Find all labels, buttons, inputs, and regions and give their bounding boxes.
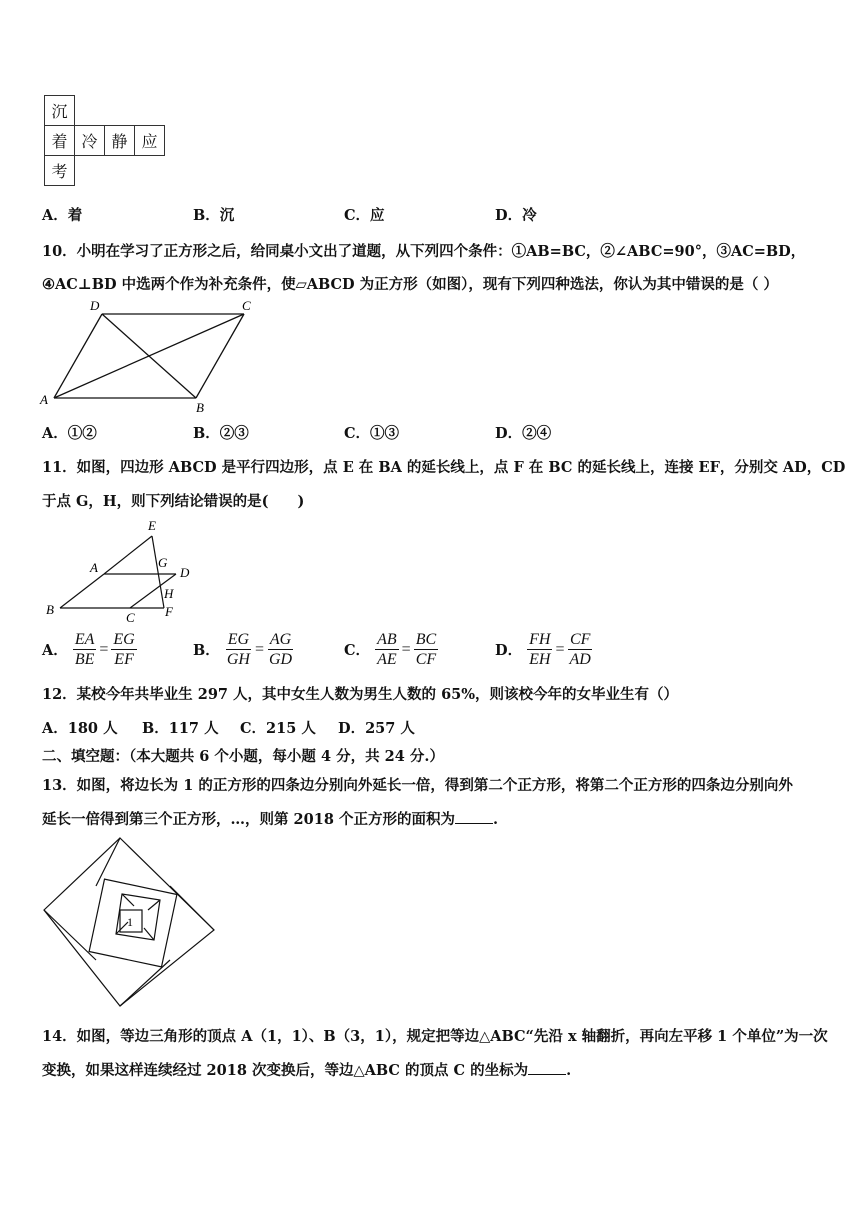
q11-label-h: H — [164, 586, 174, 601]
grid-cell-mid-2: 冷 — [74, 125, 105, 156]
q13-answer-blank[interactable] — [455, 811, 493, 824]
q10-label-d: D — [90, 298, 100, 313]
q11-option-a-fraction-right: $\frac{EG}{EF}$ — [113, 631, 135, 668]
q13-nested-squares-figure — [38, 834, 220, 1012]
q12-text-line1: 12．某校今年共毕业生 297 人，其中女生人数为男生人数的 65%，则该校今年的女毕业生有（） — [42, 686, 679, 703]
q10-option-c[interactable]: C．①③ — [344, 425, 400, 442]
q14-text-line2-end: . — [566, 1062, 572, 1079]
q11-label-b: B — [46, 602, 54, 617]
q10-option-a[interactable]: A．①② — [42, 425, 97, 442]
q11-option-a[interactable]: A． $\frac{EA}{BE}$ = $\frac{EG}{EF}$ — [42, 631, 135, 668]
q14-answer-blank[interactable] — [528, 1062, 566, 1075]
q11-option-d-fraction-left: $\frac{FH}{EH}$ — [529, 631, 551, 668]
q10-label-c: C — [242, 298, 251, 313]
grid-cell-mid-1: 着 — [44, 125, 75, 156]
q11-option-b[interactable]: B． $\frac{EG}{GH}$ = $\frac{AG}{GD}$ — [193, 631, 293, 668]
q11-option-c-letter: C． — [344, 642, 371, 659]
q10-option-b[interactable]: B．②③ — [193, 425, 249, 442]
q11-option-b-fraction-left: $\frac{EG}{GH}$ — [226, 631, 250, 668]
q9-option-b[interactable]: B．沉 — [193, 207, 235, 224]
q11-option-d[interactable]: D． $\frac{FH}{EH}$ = $\frac{CF}{AD}$ — [495, 631, 591, 668]
q10-label-a: A — [40, 392, 48, 407]
q10-option-d[interactable]: D．②④ — [495, 425, 552, 442]
q10-label-b: B — [196, 400, 204, 415]
q9-option-d[interactable]: D．冷 — [495, 207, 537, 224]
q11-option-b-fraction-right: $\frac{AG}{GD}$ — [268, 631, 293, 668]
grid-cell-mid-4: 应 — [134, 125, 165, 156]
q13-text-line2-end: . — [492, 811, 499, 828]
q11-option-c-fraction-left: $\frac{AB}{AE}$ — [377, 631, 397, 668]
q12-option-a[interactable]: A．180 人 — [42, 720, 118, 737]
section-2-heading: 二、填空题：（本大题共 6 个小题，每小题 4 分，共 24 分.） — [42, 748, 444, 765]
grid-cell-top: 沉 — [44, 95, 75, 126]
q11-label-e: E — [148, 518, 156, 533]
q11-option-c[interactable]: C． $\frac{AB}{AE}$ = $\frac{BC}{CF}$ — [344, 631, 437, 668]
q12-option-b[interactable]: B．117 人 — [142, 720, 219, 737]
q11-text-line2: 于点 G，H，则下列结论错误的是( ) — [42, 493, 305, 510]
q9-option-a[interactable]: A．着 — [42, 207, 83, 224]
grid-cell-bottom: 考 — [44, 155, 75, 186]
q10-text-line1: 10．小明在学习了正方形之后，给同桌小文出了道题，从下列四个条件：①AB=BC，②∠ABC=90°，③AC=BD， — [42, 243, 806, 260]
q13-center-label: 1 — [127, 915, 133, 929]
q13-text-line2-body: 延长一倍得到第三个正方形，…，则第 2018 个正方形的面积为 — [42, 811, 455, 828]
q11-text-line1: 11．如图，四边形 ABCD 是平行四边形，点 E 在 BA 的延长线上，点 F 在 BC 的延长线上，连接 EF，分别交 AD，CD — [42, 459, 846, 476]
q11-label-d: D — [180, 565, 190, 580]
q9-option-c[interactable]: C．应 — [344, 207, 385, 224]
grid-cell-mid-3: 静 — [104, 125, 135, 156]
q11-option-a-letter: A． — [42, 642, 68, 659]
q11-option-c-fraction-right: $\frac{BC}{CF}$ — [415, 631, 437, 668]
q11-option-a-fraction-left: $\frac{EA}{BE}$ — [74, 631, 95, 668]
q13-text-line2 — [42, 808, 498, 829]
q11-label-a: A — [90, 560, 98, 575]
q11-option-d-letter: D． — [495, 642, 523, 659]
q11-label-f: F — [165, 604, 173, 619]
q14-text-line2-body: 变换，如果这样连续经过 2018 次变换后，等边△ABC 的顶点 C 的坐标为 — [42, 1062, 529, 1079]
q14-text-line1: 14．如图，等边三角形的顶点 A（1，1）、B（3，1），规定把等边△ABC“先沿 x 轴翻折，再向左平移 1 个单位”为一次 — [42, 1028, 828, 1045]
q11-parallelogram-figure — [40, 514, 210, 626]
q11-option-d-fraction-right: $\frac{CF}{AD}$ — [569, 631, 591, 668]
q10-parallelogram-figure — [36, 296, 266, 416]
q14-text-line2 — [42, 1059, 571, 1080]
q12-option-d[interactable]: D．257 人 — [338, 720, 415, 737]
q11-label-c: C — [126, 610, 135, 625]
q13-text-line1: 13．如图，将边长为 1 的正方形的四条边分别向外延长一倍，得到第二个正方形，将第二个正方形的四条边分别向外 — [42, 777, 793, 794]
q12-option-c[interactable]: C．215 人 — [240, 720, 316, 737]
q10-text-line2: ④AC⊥BD 中选两个作为补充条件，使▱ABCD 为正方形（如图），现有下列四种选法，你认为其中错误的是（ ） — [42, 276, 778, 293]
q11-option-b-letter: B． — [193, 642, 220, 659]
q11-label-g: G — [158, 555, 168, 570]
